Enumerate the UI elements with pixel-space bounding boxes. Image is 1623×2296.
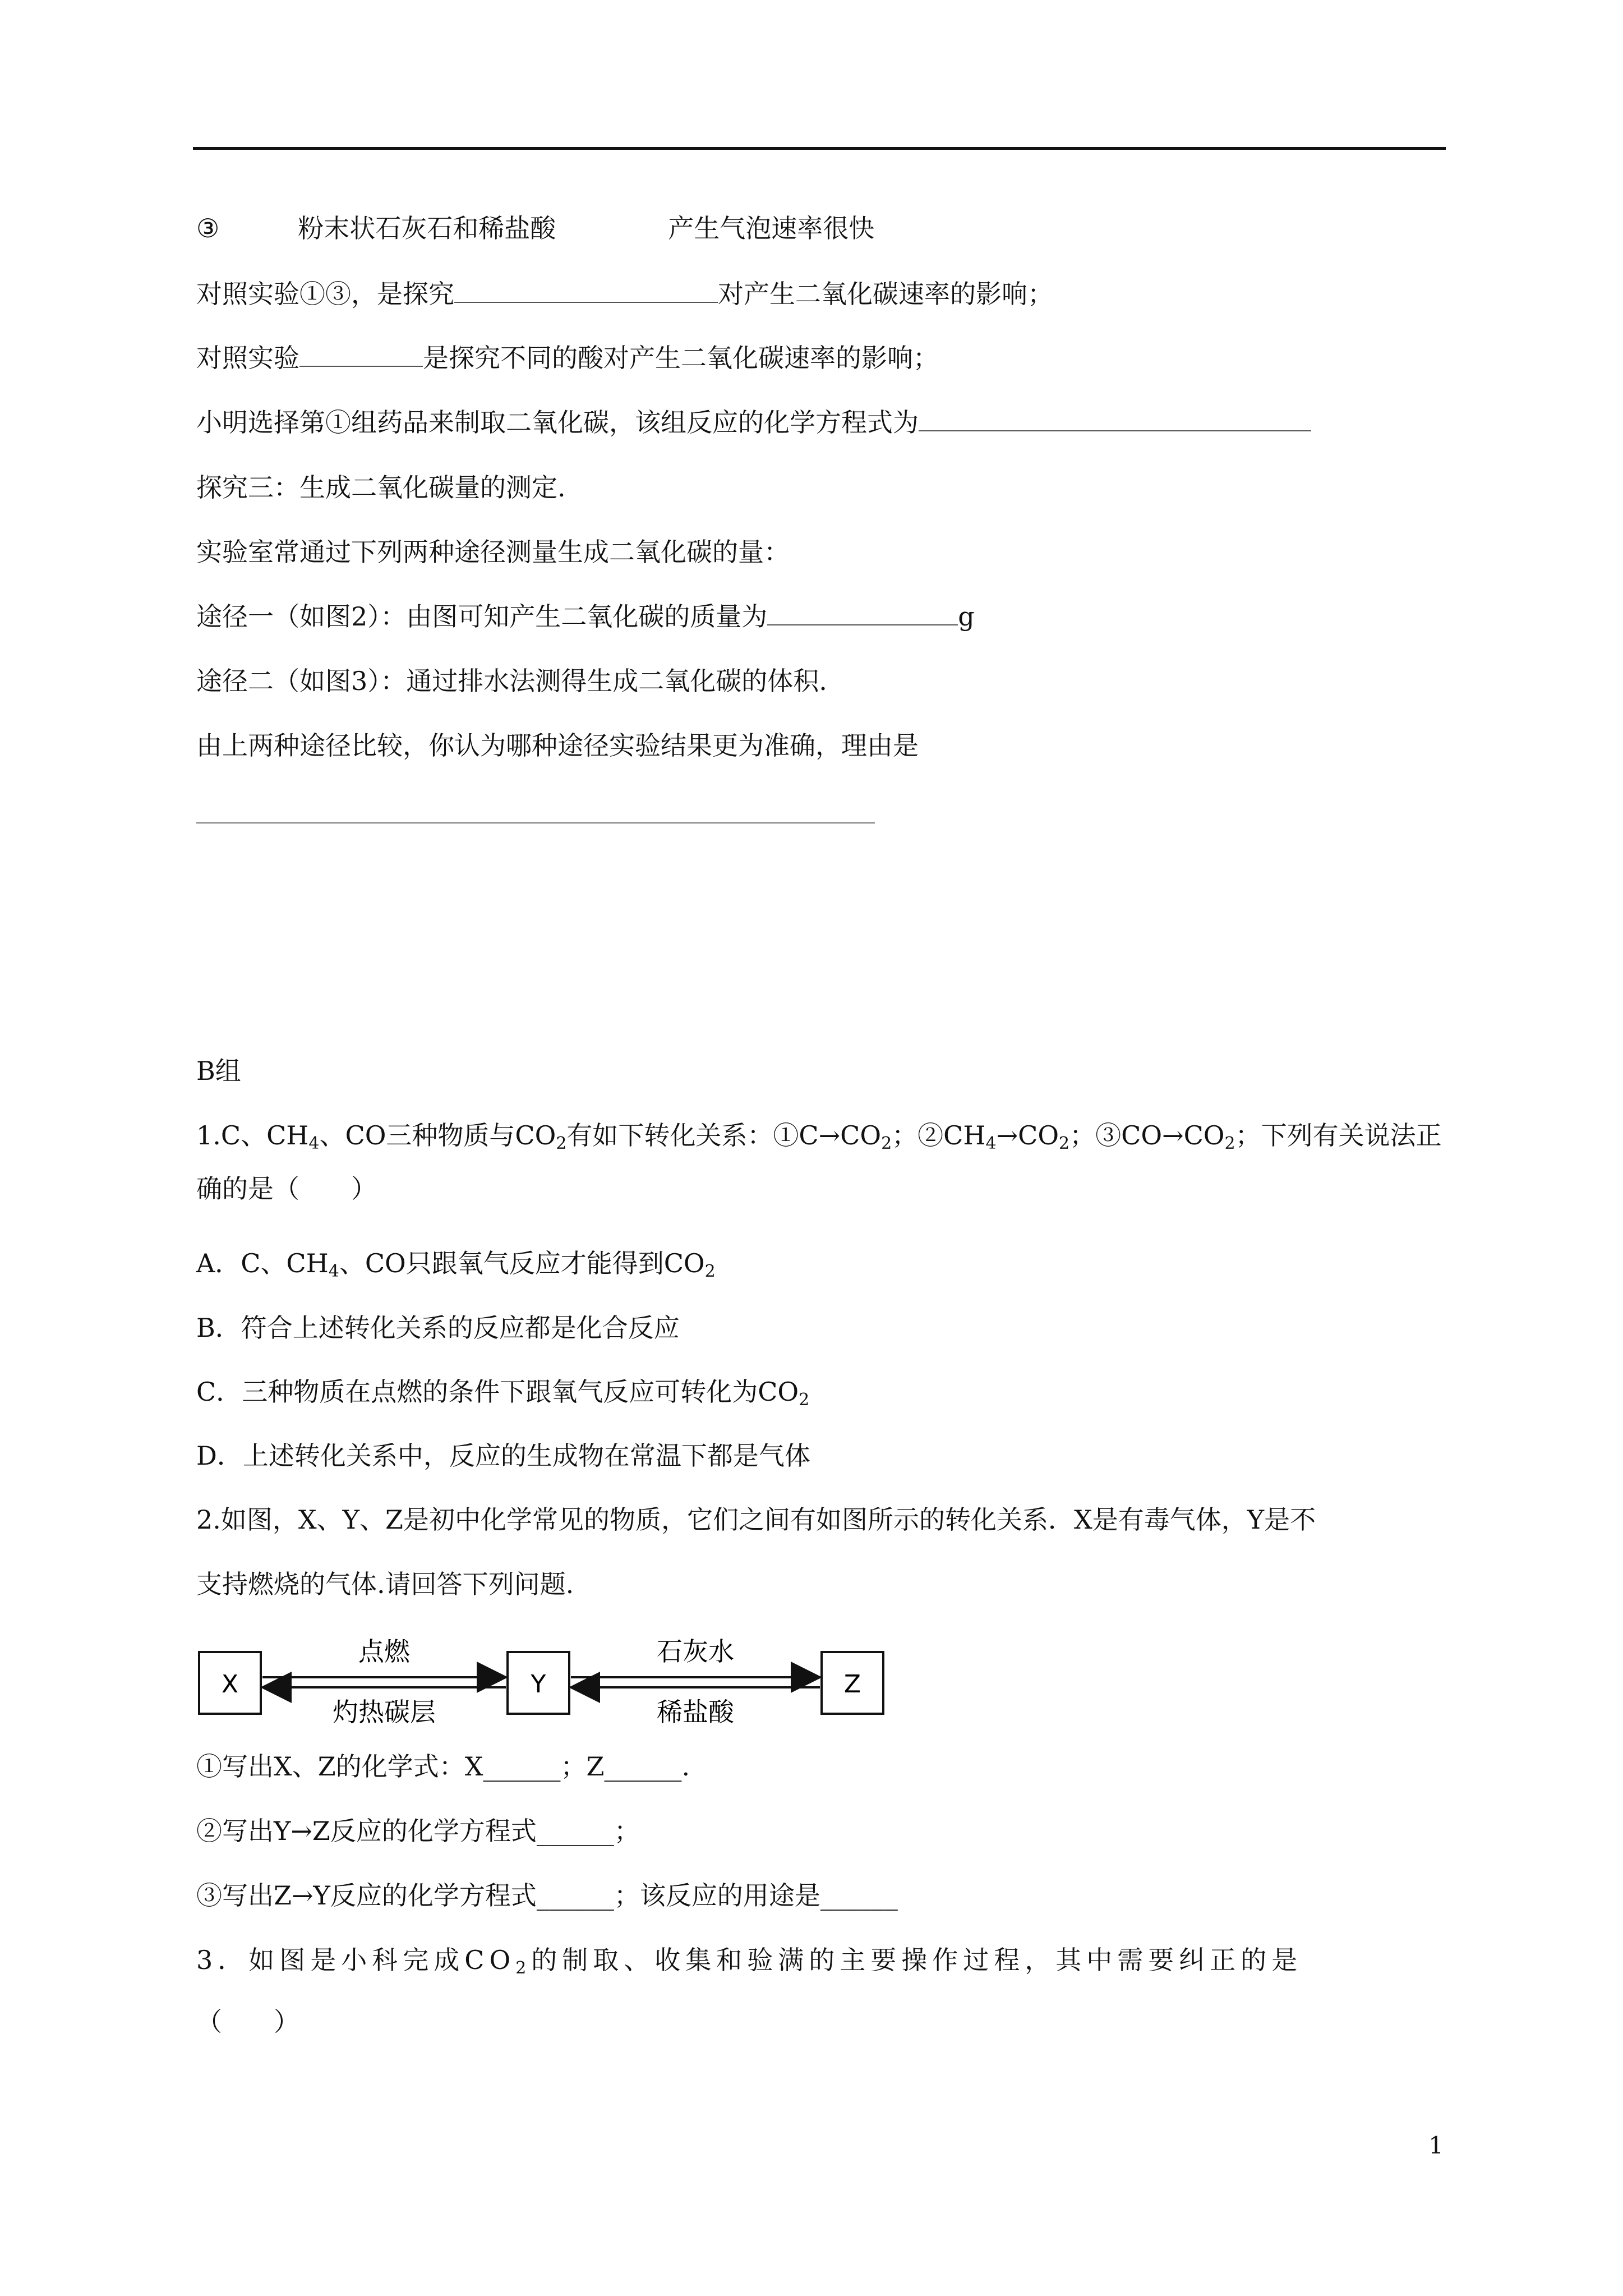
question-equation: 小明选择第①组药品来制取二氧化碳，该组反应的化学方程式为 <box>196 406 1311 439</box>
answer-blank[interactable]: ______ <box>604 1751 682 1782</box>
page-number: 1 <box>1428 2132 1444 2159</box>
xy-top-label: 点燃 <box>358 1636 410 1667</box>
yz-top-label: 石灰水 <box>657 1636 734 1667</box>
answer-blank[interactable] <box>454 279 718 303</box>
question-2-sub-3: ③写出Z→Y反应的化学方程式______；该反应的用途是______ <box>196 1880 898 1911</box>
option-d[interactable]: D．上述转化关系中，反应的生成物在常温下都是气体 <box>196 1441 810 1471</box>
group-b-label: B组 <box>196 1056 241 1086</box>
option-a[interactable]: A．C、$CH_4$、CO只跟氧气反应才能得到$CO_2$ <box>196 1248 716 1281</box>
box-z-label: Z <box>843 1670 861 1699</box>
box-x-label: X <box>221 1670 239 1699</box>
question-2-stem-cont: 支持燃烧的气体.请回答下列问题. <box>196 1569 574 1599</box>
answer-blank[interactable]: ______ <box>483 1751 561 1782</box>
option-b[interactable]: B．符合上述转化关系的反应都是化合反应 <box>196 1313 680 1343</box>
measurement-intro: 实验室常通过下列两种途径测量生成二氧化碳的量： <box>196 537 790 567</box>
question-2-sub-1: ①写出X、Z的化学式：X______；Z______. <box>196 1751 690 1782</box>
conversion-diagram <box>196 1627 892 1728</box>
answer-blank[interactable]: ______ <box>536 1816 614 1846</box>
answer-blank[interactable] <box>767 602 958 625</box>
route-1: 途径一（如图2）：由图可知产生二氧化碳的质量为 g <box>196 601 975 632</box>
answer-blank[interactable] <box>299 343 423 367</box>
question-2-stem: 2.如图，X、Y、Z是初中化学常见的物质，它们之间有如图所示的转化关系．X是有毒气体，Y是不 <box>196 1504 1316 1535</box>
question-1-stem-cont: 确的是（ ） <box>196 1174 377 1204</box>
answer-blank[interactable]: ______ <box>536 1880 614 1911</box>
inquiry-3-title: 探究三：生成二氧化碳量的测定. <box>196 472 566 503</box>
question-3-stem: 3．如图是小科完成$CO_2$的制取、收集和验满的主要操作过程，其中需要纠正的是 <box>196 1945 1303 1978</box>
question-compare-13: 对照实验①③，是探究 对产生二氧化碳速率的影响； <box>196 279 1053 309</box>
compare-question: 由上两种途径比较，你认为哪种途径实验结果更为准确，理由是 <box>196 730 919 761</box>
answer-line[interactable] <box>196 822 875 823</box>
question-2-sub-2: ②写出Y→Z反应的化学方程式______； <box>196 1816 640 1846</box>
option-c[interactable]: C．三种物质在点燃的条件下跟氧气反应可转化为$CO_2$ <box>196 1377 810 1410</box>
question-compare-acid: 对照实验 是探究不同的酸对产生二氧化碳速率的影响； <box>196 343 939 373</box>
row-reagent: 粉末状石灰石和稀盐酸 <box>298 213 556 243</box>
experiment-row-3 <box>196 212 874 245</box>
route-2: 途径二（如图3）：通过排水法测得生成二氧化碳的体积. <box>196 666 827 696</box>
question-3-stem-cont: （ ） <box>196 2007 299 2037</box>
answer-blank[interactable]: ______ <box>820 1880 898 1911</box>
xy-bottom-label: 灼热碳层 <box>333 1697 436 1727</box>
yz-bottom-label: 稀盐酸 <box>657 1697 734 1727</box>
row-result: 产生气泡速率很快 <box>668 213 875 243</box>
row-number: ③ <box>196 213 220 243</box>
box-y-label: Y <box>531 1670 546 1699</box>
answer-blank[interactable] <box>919 408 1311 431</box>
header-rule <box>193 147 1446 150</box>
question-1-stem: 1.C、$CH_4$、CO三种物质与$CO_2$有如下转化关系：$①C\to CO_2$；$②CH_4\to CO_2$；$③CO\to CO_2$；下列有关说法正 <box>196 1120 1442 1153</box>
